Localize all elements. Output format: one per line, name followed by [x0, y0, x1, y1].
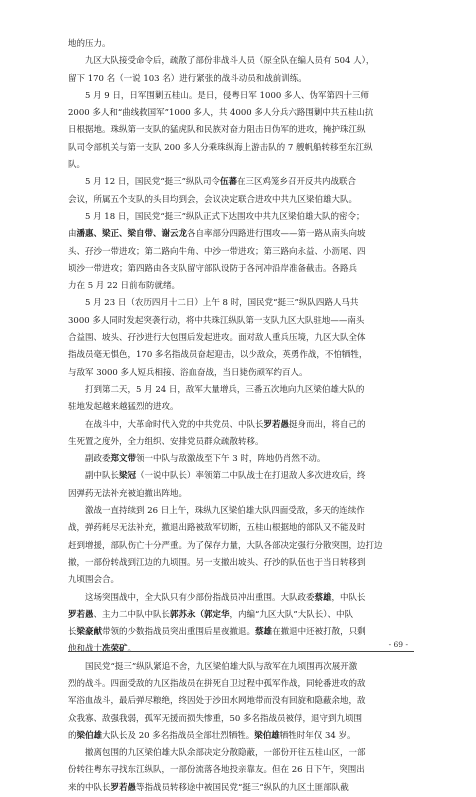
text-line	[68, 209, 414, 226]
text-line	[68, 140, 414, 157]
text-line	[68, 330, 414, 347]
text-segment: ，内编“九区大队”大队长）、中队	[229, 609, 353, 620]
text-segment: 在战斗中，大革命时代入党的中共党员、中队长	[85, 419, 264, 430]
text-line	[68, 174, 414, 191]
text-line	[68, 451, 414, 468]
text-segment: 队司令部机关与第一支队 200 多人分乘珠纵海上游击队的 7 艘帆船转移至东江纵	[68, 142, 373, 153]
text-line	[68, 157, 414, 174]
text-line	[68, 693, 414, 710]
text-segment: ，中队长	[331, 592, 366, 603]
text-line	[68, 261, 414, 278]
text-segment: 、主力二中队中队长	[93, 609, 171, 620]
page-number: - 69 -	[388, 640, 408, 649]
text-line	[68, 572, 414, 589]
text-line	[68, 382, 414, 399]
text-segment: 烈的战斗。四面受敌的九区指战员在拼死自卫过程中孤军作战，同轮番进攻的敌	[68, 678, 366, 689]
text-line	[68, 676, 414, 693]
text-line	[68, 192, 414, 209]
text-segment: 5 月 18 日，国民党“挺三”纵队正式下达围攻中共九区梁伯雄大队的密令；	[85, 211, 365, 222]
text-line	[68, 762, 414, 779]
text-segment: 留下 170 名（一说 103 名）进行紧张的战斗动员和战前训练。	[68, 73, 307, 84]
bold-name: 罗若愚	[110, 782, 137, 793]
text-segment: 长	[68, 627, 77, 638]
text-segment: 军浴血战斗，最后弹尽粮绝，终因处于沙田水网地带而没有回旋和隐蔽余地，敌	[68, 696, 366, 707]
bold-name: 梁伯雄	[76, 730, 103, 741]
text-segment: 合益围、坡头、孖沙进行大包围后发起进攻。面对敌人重兵压境，九区大队全体	[68, 333, 366, 344]
text-segment: 5 月 9 日，日军围剿五桂山。是日，侵粤日军 1000 多人、伪军第四十三师	[85, 90, 369, 101]
text-segment: 众我寡、敌强我弱，孤军无援而损失惨重，50 多名指战员被俘，退守到九顷围	[68, 713, 363, 724]
text-segment: 牺牲时年仅 34 岁。	[279, 730, 356, 741]
text-segment: 在撤退中还被打散，只剩	[272, 627, 366, 638]
footer-rule	[68, 651, 414, 652]
text-segment: 。	[127, 644, 137, 655]
text-segment: 挺身而出，将自己的	[289, 419, 366, 430]
text-segment: 队。	[68, 160, 86, 171]
bold-name: 梁豪献	[76, 627, 103, 638]
text-segment: 他和战士	[68, 644, 103, 655]
text-segment: 九区大队接受命令后，疏散了部份非战斗人员（原全队在编人员有 504 人），	[85, 56, 375, 67]
text-line	[68, 728, 414, 745]
text-segment: 国民党“挺三”纵队紧追不舍，九区梁伯雄大队与敌军在九顷围再次展开激	[85, 661, 358, 672]
text-line	[68, 468, 414, 485]
text-segment: 因弹药无法补充被迫撤出阵地。	[68, 488, 188, 499]
text-segment: 的	[68, 730, 77, 741]
text-segment: 头、孖沙一带进攻；第二路向牛角、中沙一带进攻；第三路向永益、小沥尾、四	[68, 246, 366, 257]
text-segment: 打到第二天，5 月 24 日，敌军大量增兵，三番五次地向九区梁伯雄大队的	[85, 384, 365, 395]
text-line	[68, 486, 414, 503]
text-segment: 领一中队与敌激战至下午 3 时，阵地仍肖然不动。	[136, 454, 326, 465]
text-line	[68, 745, 414, 762]
text-segment: 来的中队长	[68, 782, 111, 793]
text-segment: 等指战员转移途中被国民党“挺三”纵队的九区土匪部队截	[136, 782, 349, 793]
text-segment: 2000 多人和“曲线救国军”1000 多人，共 4000 多人分兵六路围剿中共五桂山抗	[68, 108, 374, 119]
text-segment: 赶到增援，部队伤亡十分严重。为了保存力量，大队各部决定强行分散突围，边打边	[68, 540, 383, 551]
bold-name: 郑文带	[110, 454, 137, 465]
text-segment: 日根据地。珠纵第一支队的猛虎队和民族对奋力阻击日伪军的进攻，掩护珠江纵	[68, 125, 366, 136]
text-line	[68, 278, 414, 295]
bold-name: 蔡雄	[255, 627, 273, 638]
bold-name: 冼荣矿	[102, 644, 128, 655]
text-line	[68, 538, 414, 555]
text-segment: 撤离包围的九区梁伯雄大队余部决定分散隐蔽，一部份开往五桂山区，一部	[85, 748, 366, 759]
text-line	[68, 607, 414, 624]
bold-name: 潘惠、梁正、梁自带、谢云龙	[76, 229, 188, 240]
document-body	[68, 36, 414, 797]
text-line	[68, 555, 414, 572]
text-line	[68, 226, 414, 243]
text-line	[68, 295, 414, 312]
text-segment: 地的压力。	[68, 39, 111, 49]
text-line	[68, 88, 414, 105]
text-segment: 副政委	[85, 454, 111, 465]
text-line	[68, 244, 414, 261]
text-segment: 战，弹药耗尽无法补充，撤退出路被敌军切断，五桂山根据地的部队又不能及时	[68, 523, 366, 534]
text-segment: 指战员毫无惧色，170 多名指战员奋起迎击，以少敌众，英勇作战，不怕牺牲，	[68, 350, 368, 361]
bold-name: 郭苏永（郭定华	[170, 609, 230, 620]
text-line	[68, 313, 414, 330]
text-line	[68, 711, 414, 728]
text-segment: 副中队长	[85, 471, 120, 482]
text-line	[68, 590, 414, 607]
text-line	[68, 105, 414, 122]
text-line	[68, 399, 414, 416]
text-segment: 与敌军 3000 多人短兵相接、浴血奋战，当日毙伤顽军约百人。	[68, 367, 308, 378]
text-line	[68, 122, 414, 139]
text-segment: 5 月 23 日（农历四月十二日）上午 8 时，国民党“挺三”纵队四路人马共	[85, 298, 359, 309]
text-line	[68, 71, 414, 88]
text-line	[68, 53, 414, 70]
text-line	[68, 659, 414, 676]
bold-name: 梁伯雄	[254, 730, 280, 741]
text-line	[68, 434, 414, 451]
text-segment: 各自率部分四路进行围攻——第一路从南头向坡	[187, 229, 366, 240]
text-segment: （一说中队长）率领第二中队战士在打退敌人多次进攻后，终	[136, 471, 366, 482]
text-segment: 生死置之度外，全力组织、安排党员群众疏散转移。	[68, 436, 264, 447]
text-line	[68, 624, 414, 641]
text-segment: 份转往粤东寻找东江纵队，一部份流落各地投亲靠友。但在 26 日下午，突围出	[68, 765, 365, 776]
text-segment: 力在 5 月 22 日前布防就绪。	[68, 281, 181, 292]
bold-name: 罗若愚	[263, 419, 290, 430]
text-segment: 3000 多人同时发起突袭行动，将中共珠江纵队第一支队九区大队驻地——南头	[68, 315, 365, 326]
text-line	[68, 347, 414, 364]
text-line	[68, 780, 414, 797]
bold-name: 罗若愚	[68, 609, 94, 620]
text-segment: 由	[68, 229, 77, 240]
text-line	[68, 365, 414, 382]
text-segment: 大队长及 20 多名指战员全部壮烈牺牲。	[102, 730, 255, 741]
text-segment: 会议，所属五个支队的头目均到会，会议决定联合进攻中共九区梁伯雄大队。	[68, 194, 358, 205]
text-line	[68, 417, 414, 434]
text-line	[68, 520, 414, 537]
bold-name: 梁冠	[119, 471, 137, 482]
text-segment: 5 月 12 日，国民党“挺三”纵队司令	[85, 177, 221, 188]
text-segment: 九顷围会合。	[68, 575, 120, 586]
text-segment: 在三区鸡笼乡召开反共内战联合	[237, 177, 357, 188]
text-line	[68, 503, 414, 520]
text-segment: 撤，一部份转战到江边的九顷围。另一支撤出坡头、孖沙的队伍也于当日转移到	[68, 557, 366, 568]
text-segment: 带领的少数指战员突出重围后星夜撤退。	[102, 627, 256, 638]
text-segment: 顷沙一带进攻；第四路由各支队留守部队设防于各河冲沿岸准备截击。各路兵	[68, 263, 358, 274]
text-segment: 驻地发起越来越猛烈的进攻。	[68, 402, 179, 413]
bold-name: 伍蕃	[220, 177, 238, 188]
text-line	[68, 36, 414, 53]
text-segment: 激战一直持续到 26 日上午，珠纵九区梁伯雄大队四面受敌，多天的连续作	[85, 506, 365, 517]
text-segment: 这场突围战中，全大队只有少部份指战员冲出重围。大队政委	[85, 592, 315, 603]
bold-name: 蔡雄	[314, 592, 332, 603]
